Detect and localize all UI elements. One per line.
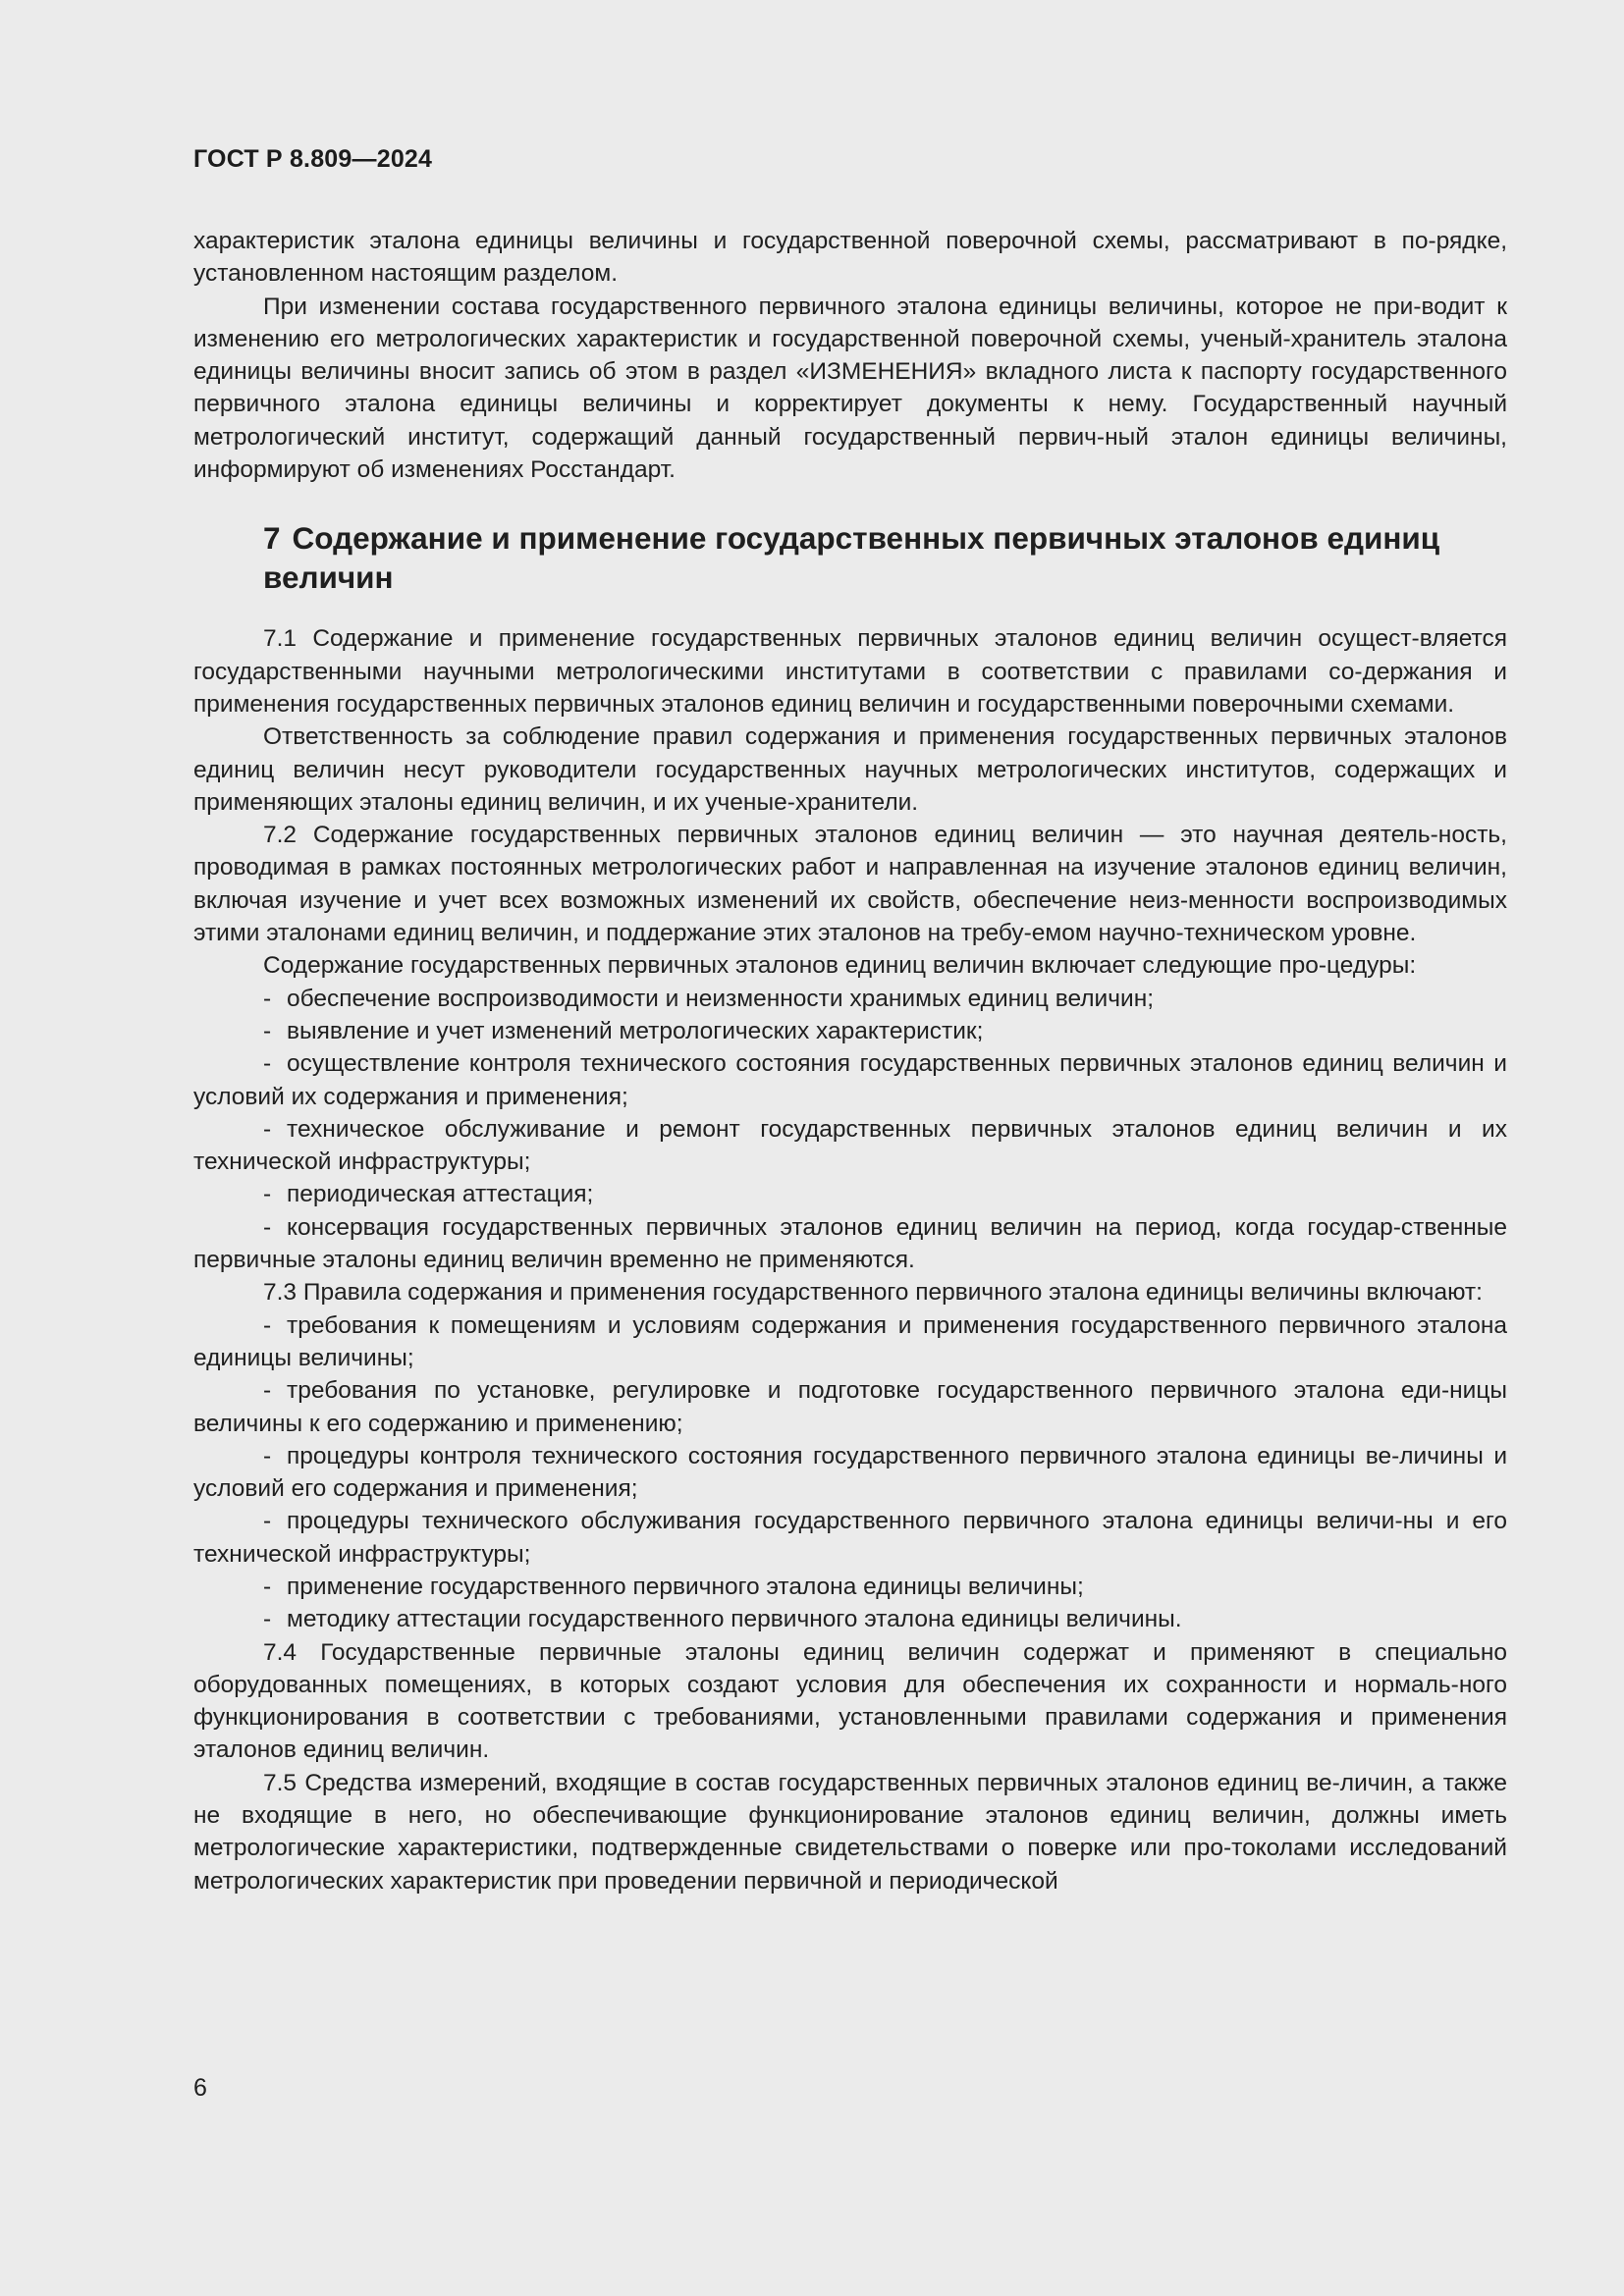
section-7-heading xyxy=(193,518,1507,597)
section-7-title: Содержание и применение государственных первичных эталонов единиц величин xyxy=(263,520,1440,596)
clause-7-4: 7.4 Государственные первичные эталоны единиц величин содержат и применяют в специально оборудованных помещениях, в которых создают условия для обеспечения их сохранности и нормаль-ного функционирования в соответствии с требованиями, установленными правилами содержания и применения эталонов единиц величин. xyxy=(193,1638,1507,1764)
list-item: - обеспечение воспроизводимости и неизменности хранимых единиц величин; xyxy=(263,985,1155,1012)
list-item: - процедуры контроля технического состояния государственного первичного эталона единицы ве-личины и условий его содержания и применения; xyxy=(193,1442,1507,1503)
list-item: - применение государственного первичного эталона единицы величины; xyxy=(263,1573,1084,1600)
list-item: - осуществление контроля технического состояния государственных первичных эталонов единиц величин и условий их содержания и применения; xyxy=(193,1050,1507,1110)
list-item: - процедуры технического обслуживания государственного первичного эталона единицы величи-ны и его технической инфраструктуры; xyxy=(193,1508,1507,1568)
section-7-number: 7 xyxy=(263,520,281,557)
page-body xyxy=(193,225,1507,1897)
list-item: - выявление и учет изменений метрологических характеристик; xyxy=(263,1017,984,1044)
clause-7-2: 7.2 Содержание государственных первичных эталонов единиц величин — это научная деятель-ность, проводимая в рамках постоянных метрологических работ и направленная на изучение эталонов единиц величин, включая изучение и учет всех возможных изменений их свойств, обеспечение неиз-менности воспроизводимых этими эталонами единиц величин, и поддержание этих эталонов на требу-емом научно-техническом уровне. xyxy=(193,822,1507,947)
clause-7-5: 7.5 Средства измерений, входящие в состав государственных первичных эталонов единиц ве-личин, а также не входящие в него, но обеспечивающие функционирование эталонов единиц величин, должны иметь метрологические характеристики, подтвержденные свидетельствами о поверке или про-токолами исследований метрологических характеристик при проведении первичной и периодической xyxy=(193,1769,1507,1895)
paragraph-continued: характеристик эталона единицы величины и государственной поверочной схемы, рассматривают в по-рядке, установленном настоящим разделом. xyxy=(193,228,1507,288)
document-code-header: ГОСТ Р 8.809—2024 xyxy=(193,145,433,173)
list-item: - консервация государственных первичных эталонов единиц величин на период, когда государ-ственные первичные эталоны единиц величин временно не применяются. xyxy=(193,1213,1507,1274)
list-item: - техническое обслуживание и ремонт государственных первичных эталонов единиц величин и их технической инфраструктуры; xyxy=(193,1115,1507,1176)
list-item: - требования к помещениям и условиям содержания и применения государственного первичного эталона единицы величины; xyxy=(193,1311,1507,1371)
list-item: - периодическая аттестация; xyxy=(263,1181,594,1208)
page-number: 6 xyxy=(193,2074,207,2102)
clause-7-2-procedures-intro: Содержание государственных первичных эталонов единиц величин включает следующие про-цедуры: xyxy=(263,952,1417,980)
clause-7-1-responsibility: Ответственность за соблюдение правил содержания и применения государственных первичных эталонов единиц величин несут руководители государственных научных метрологических институтов, содержащих и применяющих эталоны единиц величин, и их ученые-хранители. xyxy=(193,723,1507,816)
clause-7-3: 7.3 Правила содержания и применения государственного первичного эталона единицы величины включают: xyxy=(263,1279,1483,1307)
clause-7-1: 7.1 Содержание и применение государственных первичных эталонов единиц величин осущест-вляется государственными научными метрологическими институтами в соответствии с правилами со-держания и применения государственных первичных эталонов единиц величин и государственными поверочными схемами. xyxy=(193,625,1507,718)
list-item: - требования по установке, регулировке и подготовке государственного первичного эталона еди-ницы величины к его содержанию и применению; xyxy=(193,1377,1507,1437)
list-item: - методику аттестации государственного первичного эталона единицы величины. xyxy=(263,1606,1182,1633)
paragraph-composition-change: При изменении состава государственного первичного эталона единицы величины, которое не при-водит к изменению его метрологических характеристик и государственной поверочной схемы, ученый-хранитель эталона единицы величины вносит запись об этом в раздел «ИЗМЕНЕНИЯ» вкладного листа к паспорту государственного первичного эталона единицы величины и корректирует документы к нему. Государственный научный метрологический институт, содержащий данный государственный первич-ный эталон единицы величины, информируют об изменениях Росстандарт. xyxy=(193,293,1507,484)
